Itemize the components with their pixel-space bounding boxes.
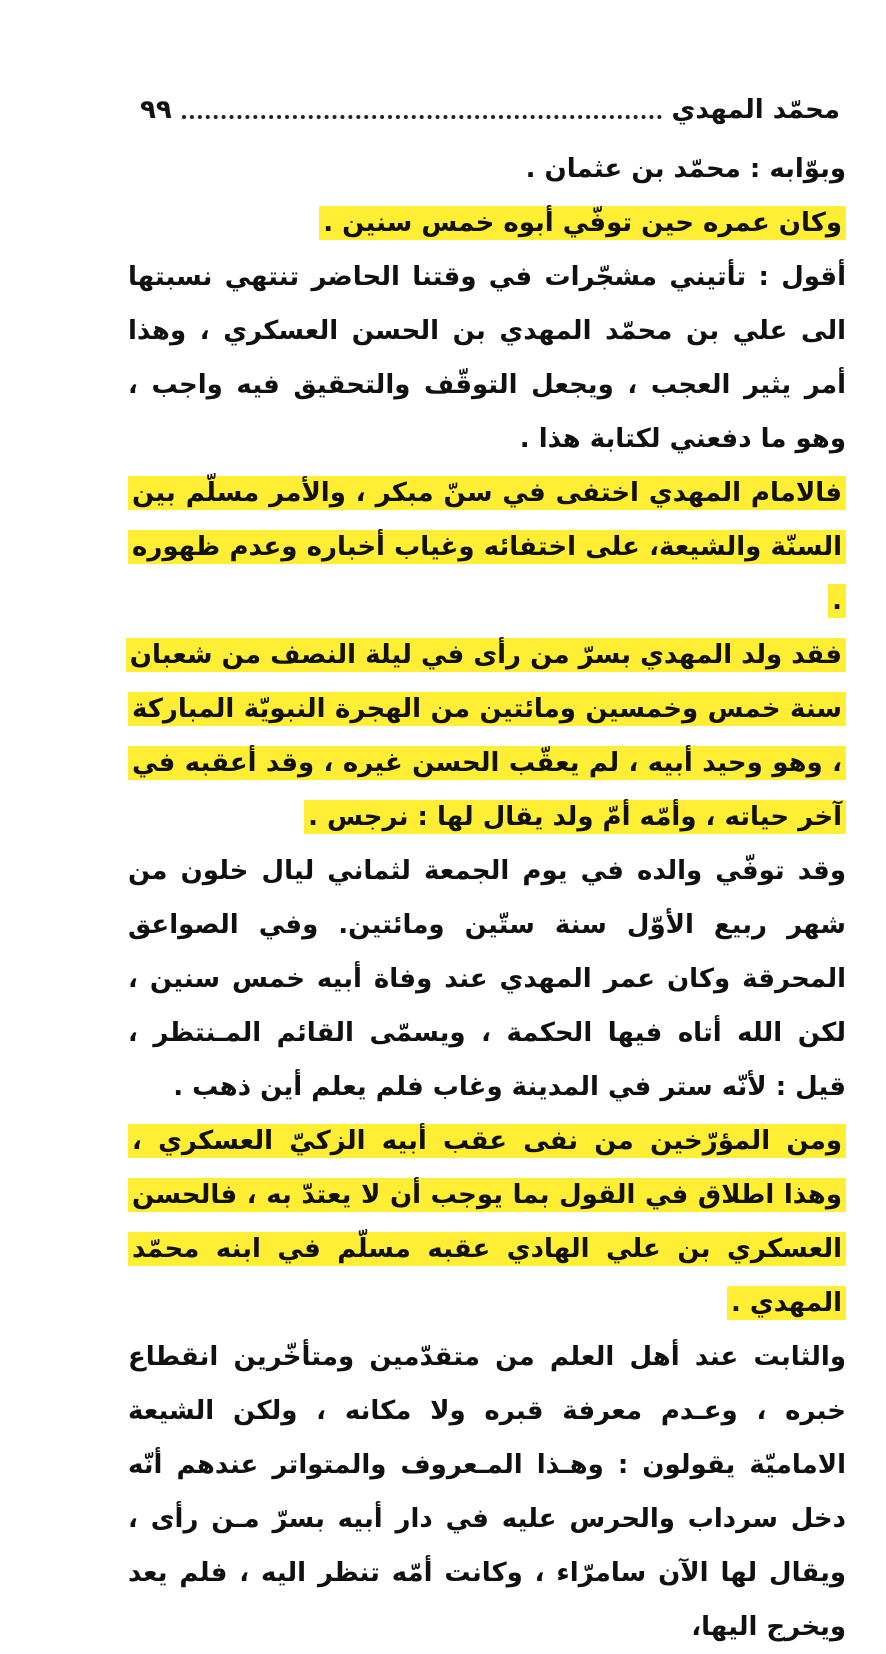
page-number: ٩٩ (140, 95, 172, 125)
paragraph (128, 844, 846, 1114)
body-text (128, 142, 846, 1654)
running-header (140, 88, 840, 132)
header-title: محمّد المهدي (671, 95, 840, 125)
highlighted-text: فقد ولد المهدي بسرّ من رأى في ليلة النصف من شعبان سنة خمس وخمسين ومائتين من الهجرة النبويّة المباركة ، وهو وحيد أبيه ، لم يعقّب الحسن غيره ، وقد أعقبه في آخر حياته ، وأمّه أمّ ولد يقال لها : نرجس . (126, 638, 846, 834)
highlighted-text: وكان عمره حين توفّي أبوه خمس سنين . (319, 206, 846, 240)
paragraph-text: والثابت عند أهل العلم من متقدّمين ومتأخّرين انقطاع خبره ، وعـدم معرفة قبره ولا مكانه ، ولكن الشيعة الاماميّة يقولون : وهـذا المـعروف والمتواتر عندهم أنّه دخل سرداب والحرس عليه في دار أبيه بسرّ مـن رأى ، ويقال لها الآن سامرّاء ، وكانت أمّه تنظر اليه ، فلم يعد ويخرج اليها، (128, 1342, 846, 1642)
paragraph-highlighted (128, 466, 846, 628)
highlighted-text: ومن المؤرّخين من نفى عقب أبيه الزكيّ العسكري ، وهذا اطلاق في القول بما يوجب أن لا يعتدّ به ، فالحسن العسكري بن علي الهادي عقبه مسلّم في ابنه محمّد المهدي . (128, 1124, 846, 1320)
paragraph-text: وقد توفّي والده في يوم الجمعة لثماني ليال خلون من شهر ربيع الأوّل سنة ستّين ومائتين. وفي الصواعق المحرقة وكان عمر المهدي عند وفاة أبيه خمس سنين ، لكن الله أتاه فيها الحكمة ، ويسمّى القائم المـنتظر ، قيل : لأنّه ستر في المدينة وغاب فلم يعلم أين ذهب . (128, 856, 846, 1102)
highlighted-text: فالامام المهدي اختفى في سنّ مبكر ، والأمر مسلّم بين السنّة والشيعة، على اختفائه وغياب أخباره وعدم ظهوره . (128, 476, 846, 618)
paragraph-text: وبوّابه : محمّد بن عثمان . (525, 154, 846, 184)
paragraph (128, 1330, 846, 1654)
paragraph-highlighted (128, 628, 846, 844)
header-leader-dots (182, 101, 662, 119)
paragraph-text: أقول : تأتيني مشجّرات في وقتنا الحاضر تنتهي نسبتها الى علي بن محمّد المهدي بن الحسن العسكري ، وهذا أمر يثير العجب ، ويجعل التوقّف والتحقيق فيه واجب ، وهو ما دفعني لكتابة هذا . (128, 262, 846, 454)
paragraph (128, 250, 846, 466)
paragraph (128, 142, 846, 196)
paragraph-highlighted (128, 196, 846, 250)
paragraph-highlighted (128, 1114, 846, 1330)
